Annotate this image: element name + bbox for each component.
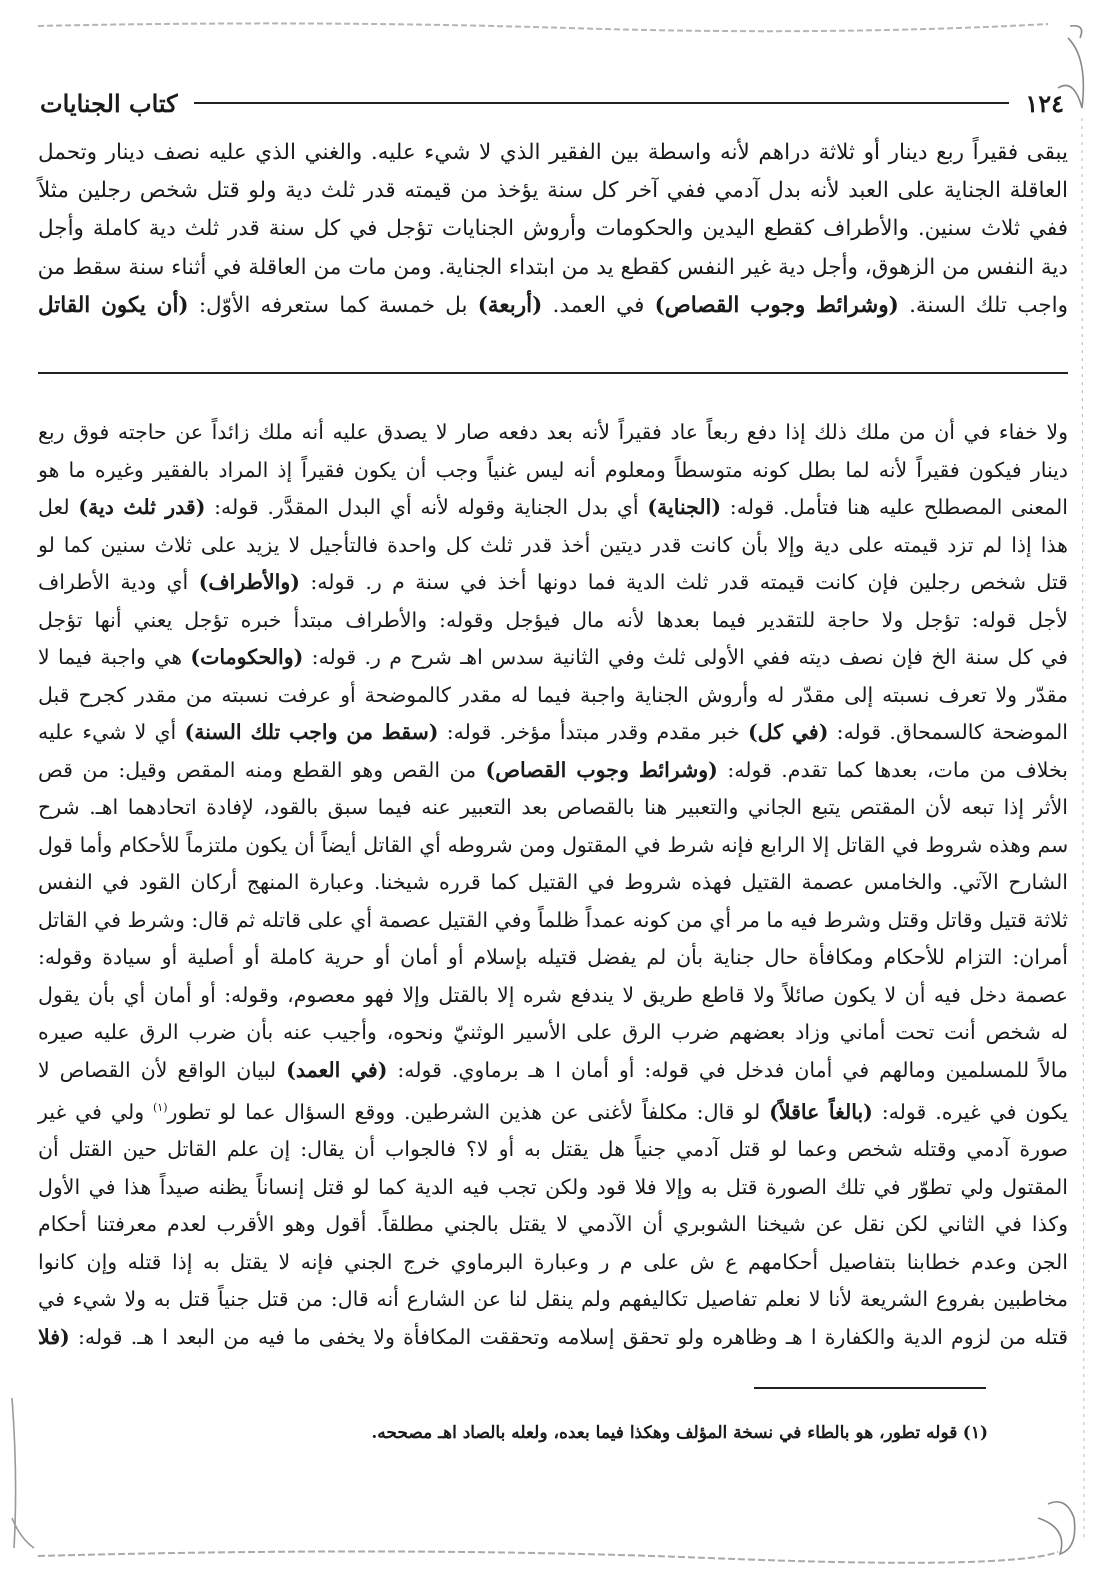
matn-line: العاقلة الجناية على العبد لأنه بدل آدمي ففي آخر كل سنة يؤخذ من قيمته قدر ثلث دية ولو قتل شخص رجلين مثلاً [38, 178, 1068, 204]
commentary-line: في كل سنة الخ فإن نصف ديته ففي الأولى ثلث وفي الثانية سدس اهـ شرح م ر. قوله: (والحكومات) هي واجبة فيما لا [38, 645, 1068, 669]
commentary-line: دينار فيكون فقيراً لأنه لما بطل كونه متوسطاً ومعلوم أنه ليس غنياً وجب أن يكون فقيراً إذ المراد بالفقير وغيره ما هو [38, 457, 1068, 482]
commentary-line: الجن وعدم خطابنا بتفاصيل أحكامهم ع ش على م ر وعبارة البرماوي خرج الجني فإنه لا يقتل به إذا قتله وإن كانوا [38, 1249, 1068, 1274]
commentary-line: المقتول ولي تطوّر في تلك الصورة قتل به وإلا فلا قود ولكن تجب فيه الدية كما لو قتل إنساناً يظنه صيداً هذا في الأول [38, 1174, 1068, 1199]
matn-line: دية النفس من الزهوق، وأجل دية غير النفس كقطع يد من ابتداء الجناية. ومن مات من العاقلة في أثناء سنة سقط من [37, 254, 1068, 280]
commentary-line: له شخص أنت تحت أماني وزاد بعضهم ضرب الرق على الأسير الوثنيّ ونحوه، وأجيب عنه بأن ضرب الرق عليه صيره [38, 1020, 1068, 1044]
commentary-line: يكون في غيره. قوله: (بالغاً عاقلاً) لو قال: مكلفاً لأغنى عن هذين الشرطين. ووقع السؤال عما لو تطور$^{(١)}$ ولي في غير [38, 1099, 1068, 1124]
commentary-line: لأجل قوله: تؤجل ولا حاجة للتقدير فيما بعدها لأنه مال فيؤجل وقوله: والأطراف مبتدأ خبره تؤجل يعني أنها تؤجل [38, 607, 1068, 632]
book-title: كتاب الجنايات [40, 88, 178, 118]
matn-text [38, 134, 1068, 325]
commentary-line: وكذا في الثاني لكن نقل عن شيخنا الشوبري أن الآدمي لا يقتل بالجني مطلقاً. أقول وهو الأقرب لعدم معرفتنا أحكام [38, 1212, 1068, 1237]
commentary-line: بخلاف من مات، بعدها كما تقدم. قوله: (وشرائط وجوب القصاص) من القص وهو القطع ومنه المقص وقيل: من قص [38, 757, 1068, 782]
commentary-line: عصمة دخل فيه أن لا يكون صائلاً ولا قاطع طريق لا يندفع شره إلا بالقتل وإلا فهو معصوم، وقوله: أو أمان أي بأن يقول [38, 982, 1068, 1007]
commentary-line: الأثر إذا تبعه لأن المقتص يتبع الجاني والتعبير هنا بالقصاص بعد التعبير عنه فيما سبق بالقود، لإفادة اتحادهما اهـ. شرح [38, 795, 1068, 819]
matn-line: يبقى فقيراً ربع دينار أو ثلاثة دراهم لأنه واسطة بين الفقير الذي لا شيء عليه. والغني الذي عليه نصف دينار وتحمل [38, 140, 1068, 165]
footnote-rule [754, 1387, 986, 1389]
commentary-text [38, 414, 1068, 1356]
matn-line: واجب تلك السنة. (وشرائط وجوب القصاص) في العمد. (أربعة) بل خمسة كما ستعرفه الأوّل: (أن يكون القاتل [38, 292, 1068, 318]
commentary-line: الموضحة كالسمحاق. قوله: (في كل) خبر مقدم وقدر مبتدأ مؤخر. قوله: (سقط من واجب تلك السنة) أي لا شيء عليه [38, 720, 1068, 744]
matn-line: ففي ثلاث سنين. والأطراف كقطع اليدين والحكومات وأروش الجنايات تؤجل في كل سنة قدر ثلث دية كاملة وأجل [38, 216, 1068, 242]
commentary-line: مخاطبين بفروع الشريعة لأنا لا نعلم تفاصيل تكاليفهم ولم ينقل لنا عن الشارع أنه قال: من قتل جنياً قتل به ولا شيء في [38, 1287, 1068, 1312]
commentary-line: هذا إذا لم تزد قيمته على دية وإلا بأن كانت قدر ديتين أخذ قدر ثلث كل واحدة فالتأجيل لا يزيد على ثلاث سنين كما لو [38, 532, 1068, 557]
footnote [108, 1420, 988, 1446]
commentary-line: ولا خفاء في أن من ملك ذلك إذا دفع ربعاً عاد فقيراً لأنه بعد دفعه صار لا يصدق عليه أنه ملك زائداً عن حاجته فوق ربع [38, 420, 1068, 444]
page-number: ١٢٤ [1025, 88, 1064, 118]
running-header [40, 86, 1064, 120]
commentary-line: قتله من لزوم الدية والكفارة ا هـ وظاهره ولو تحقق إسلامه وتحققت المكافأة ولا يخفى ما فيه من البعد ا هـ. قوله: (فلا [38, 1324, 1068, 1349]
bold-quote: (أربعة) [477, 292, 543, 318]
bold-quote: (وشرائط وجوب القصاص) [654, 292, 899, 318]
matn-commentary-divider [38, 372, 1068, 374]
bold-quote: (أن يكون القاتل [38, 292, 189, 318]
commentary-line: مقدّر ولا تعرف نسبته إلى مقدّر له وأروش الجناية واجبة فيما له مقدر كالموضحة أو عرفت نسبته من مقدر كجرح قبل [38, 682, 1068, 707]
footnote-text: قوله تطور، هو بالطاء في نسخة المؤلف وهكذا فيما بعده، ولعله بالصاد اهـ مصححه. [371, 1423, 958, 1443]
commentary-line: مالاً للمسلمين ومالهم في أمان فدخل في قوله: أو أمان ا هـ برماوي. قوله: (في العمد) لبيان الواقع لأن القصاص لا [38, 1057, 1068, 1082]
commentary-line: صورة آدمي وقتله شخص وعما لو قتل آدمي جنياً هل يقتل به أو لا؟ فالجواب أن يقال: إن علم القاتل حين القتل أن [38, 1137, 1068, 1162]
commentary-line: الشارح الآتي. والخامس عصمة القتيل فهذه شروط في القتيل كما قرره شيخنا. وعبارة المنهج أركان القود في النفس [38, 870, 1068, 894]
footnote-marker: (١) [962, 1423, 988, 1443]
header-rule [194, 102, 1010, 104]
footnote-reference: (١) [153, 1101, 168, 1114]
commentary-line: سم وهذه شروط في القاتل إلا الرابع فإنه شرط في المقتول ومن شروطه أي القاتل أيضاً أن يكون ملتزماً للأحكام وأما قول [38, 832, 1068, 857]
commentary-line: المعنى المصطلح عليه هنا فتأمل. قوله: (الجناية) أي بدل الجناية وقوله لأنه أي البدل المقدَّر. قوله: (قدر ثلث دية) لعل [38, 495, 1068, 519]
commentary-line: قتل شخص رجلين فإن كانت قيمته قدر ثلث الدية فما دونها أخذ في سنة م ر. قوله: (والأطراف) أي ودية الأطراف [38, 570, 1068, 594]
commentary-line: أمران: التزام للأحكام ومكافأة حال جناية بأن لم يفضل قتيله بإسلام أو أمان أو حرية كاملة أو أصلية أو سيادة وقوله: [38, 945, 1068, 969]
commentary-line: ثلاثة قتيل وقاتل وقتل وشرط فيه ما مر أي من كونه عمداً ظلماً وفي القتيل عصمة أي على قاتله ثم قال: وشرط في القاتل [37, 907, 1068, 932]
